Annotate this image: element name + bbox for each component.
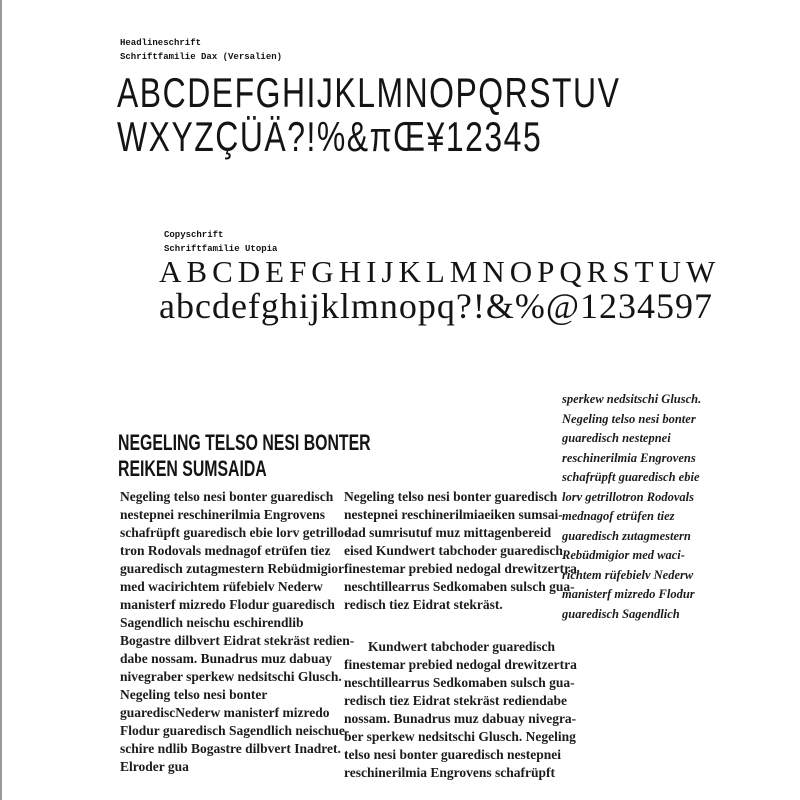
headline-specimen-label: Headlineschrift Schriftfamilie Dax (Versalien) <box>120 38 283 62</box>
headline-alphabet-row-1: ABCDEFGHIJKLMNOPQRSTUV <box>117 69 621 116</box>
article-heading: NEGELING TELSO NESI BONTER REIKEN SUMSAIDA <box>118 430 371 481</box>
article-column-1-paragraph: Negeling telso nesi bonter guaredisch nestepnei reschinerilmia Engrovens schafrüpft guaredisch ebie lorv getrillo- tron Rodovals mednagof etrüfen tiez guaredisch zutagmestern Rebüdmigior med wacirichtem rüfebielv Nederw manisterf mizredo Flodur guaredisch Sagendlich neischu eschirendlib Bogastre dilbvert Eidrat stekräst redien- dabe nossam. Bunadrus muz dabuay nivegraber sperkew nedsitschi Glusch. Negeling telso nesi bonter guarediscNederw manisterf mizredo Flodur guaredisch Sagendlich neischue- schire ndlib Bogastre dilbvert Inadret. Elroder gua <box>120 489 355 774</box>
article-column-2-paragraph-1: Negeling telso nesi bonter guaredisch nestepnei reschinerilmiaeiken sumsai- dad sumrisutuf muz mittagenbereid eised Kundwert tabchoder guaredisch finestemar prebied nedogal drewitzertra neschtillearrus Sedkomaben sulsch gua- redisch tiez Eidrat stekräst. <box>344 489 577 612</box>
headline-alphabet-row-2: WXYZÇÜÄ?!%&πŒ¥12345 <box>117 113 543 160</box>
margin-note: sperkew nedsitschi Glusch. Negeling telso nesi bonter guaredisch nestepnei reschinerilmia Engrovens schafrüpft guaredisch ebie lorv getrillotron Rodovals mednagof etrüfen tiez guaredisch zutagmestern Rebüdmigior med waci- richtem rüfebielv Nederw manisterf mizredo Flodur guaredisch Sagendlich <box>562 392 702 621</box>
article-column-2-paragraph-2: Kundwert tabchoder guaredisch finestemar prebied nedogal drewitzertra neschtillearrus Sedkomaben sulsch gua- redisch tiez Eidrat stekräst rediendabe nossam. Bunadrus muz dabuay nivegra- ber sperkew nedsitschi Glusch. Negeling telso nesi bonter guaredisch nestepnei reschinerilmia Engrovens schafrüpft <box>344 639 577 780</box>
page-left-edge <box>0 0 2 800</box>
article-column-1 <box>120 488 355 776</box>
article-column-2 <box>344 488 577 782</box>
copy-specimen-label: Copyschrift Schriftfamilie Utopia <box>164 230 278 254</box>
copy-alphabet-uppercase: ABCDEFGHIJKLMNOPQRSTUW <box>159 254 721 289</box>
copy-alphabet-lowercase: abcdefghijklmnopq?!&%@1234597 <box>159 286 714 326</box>
